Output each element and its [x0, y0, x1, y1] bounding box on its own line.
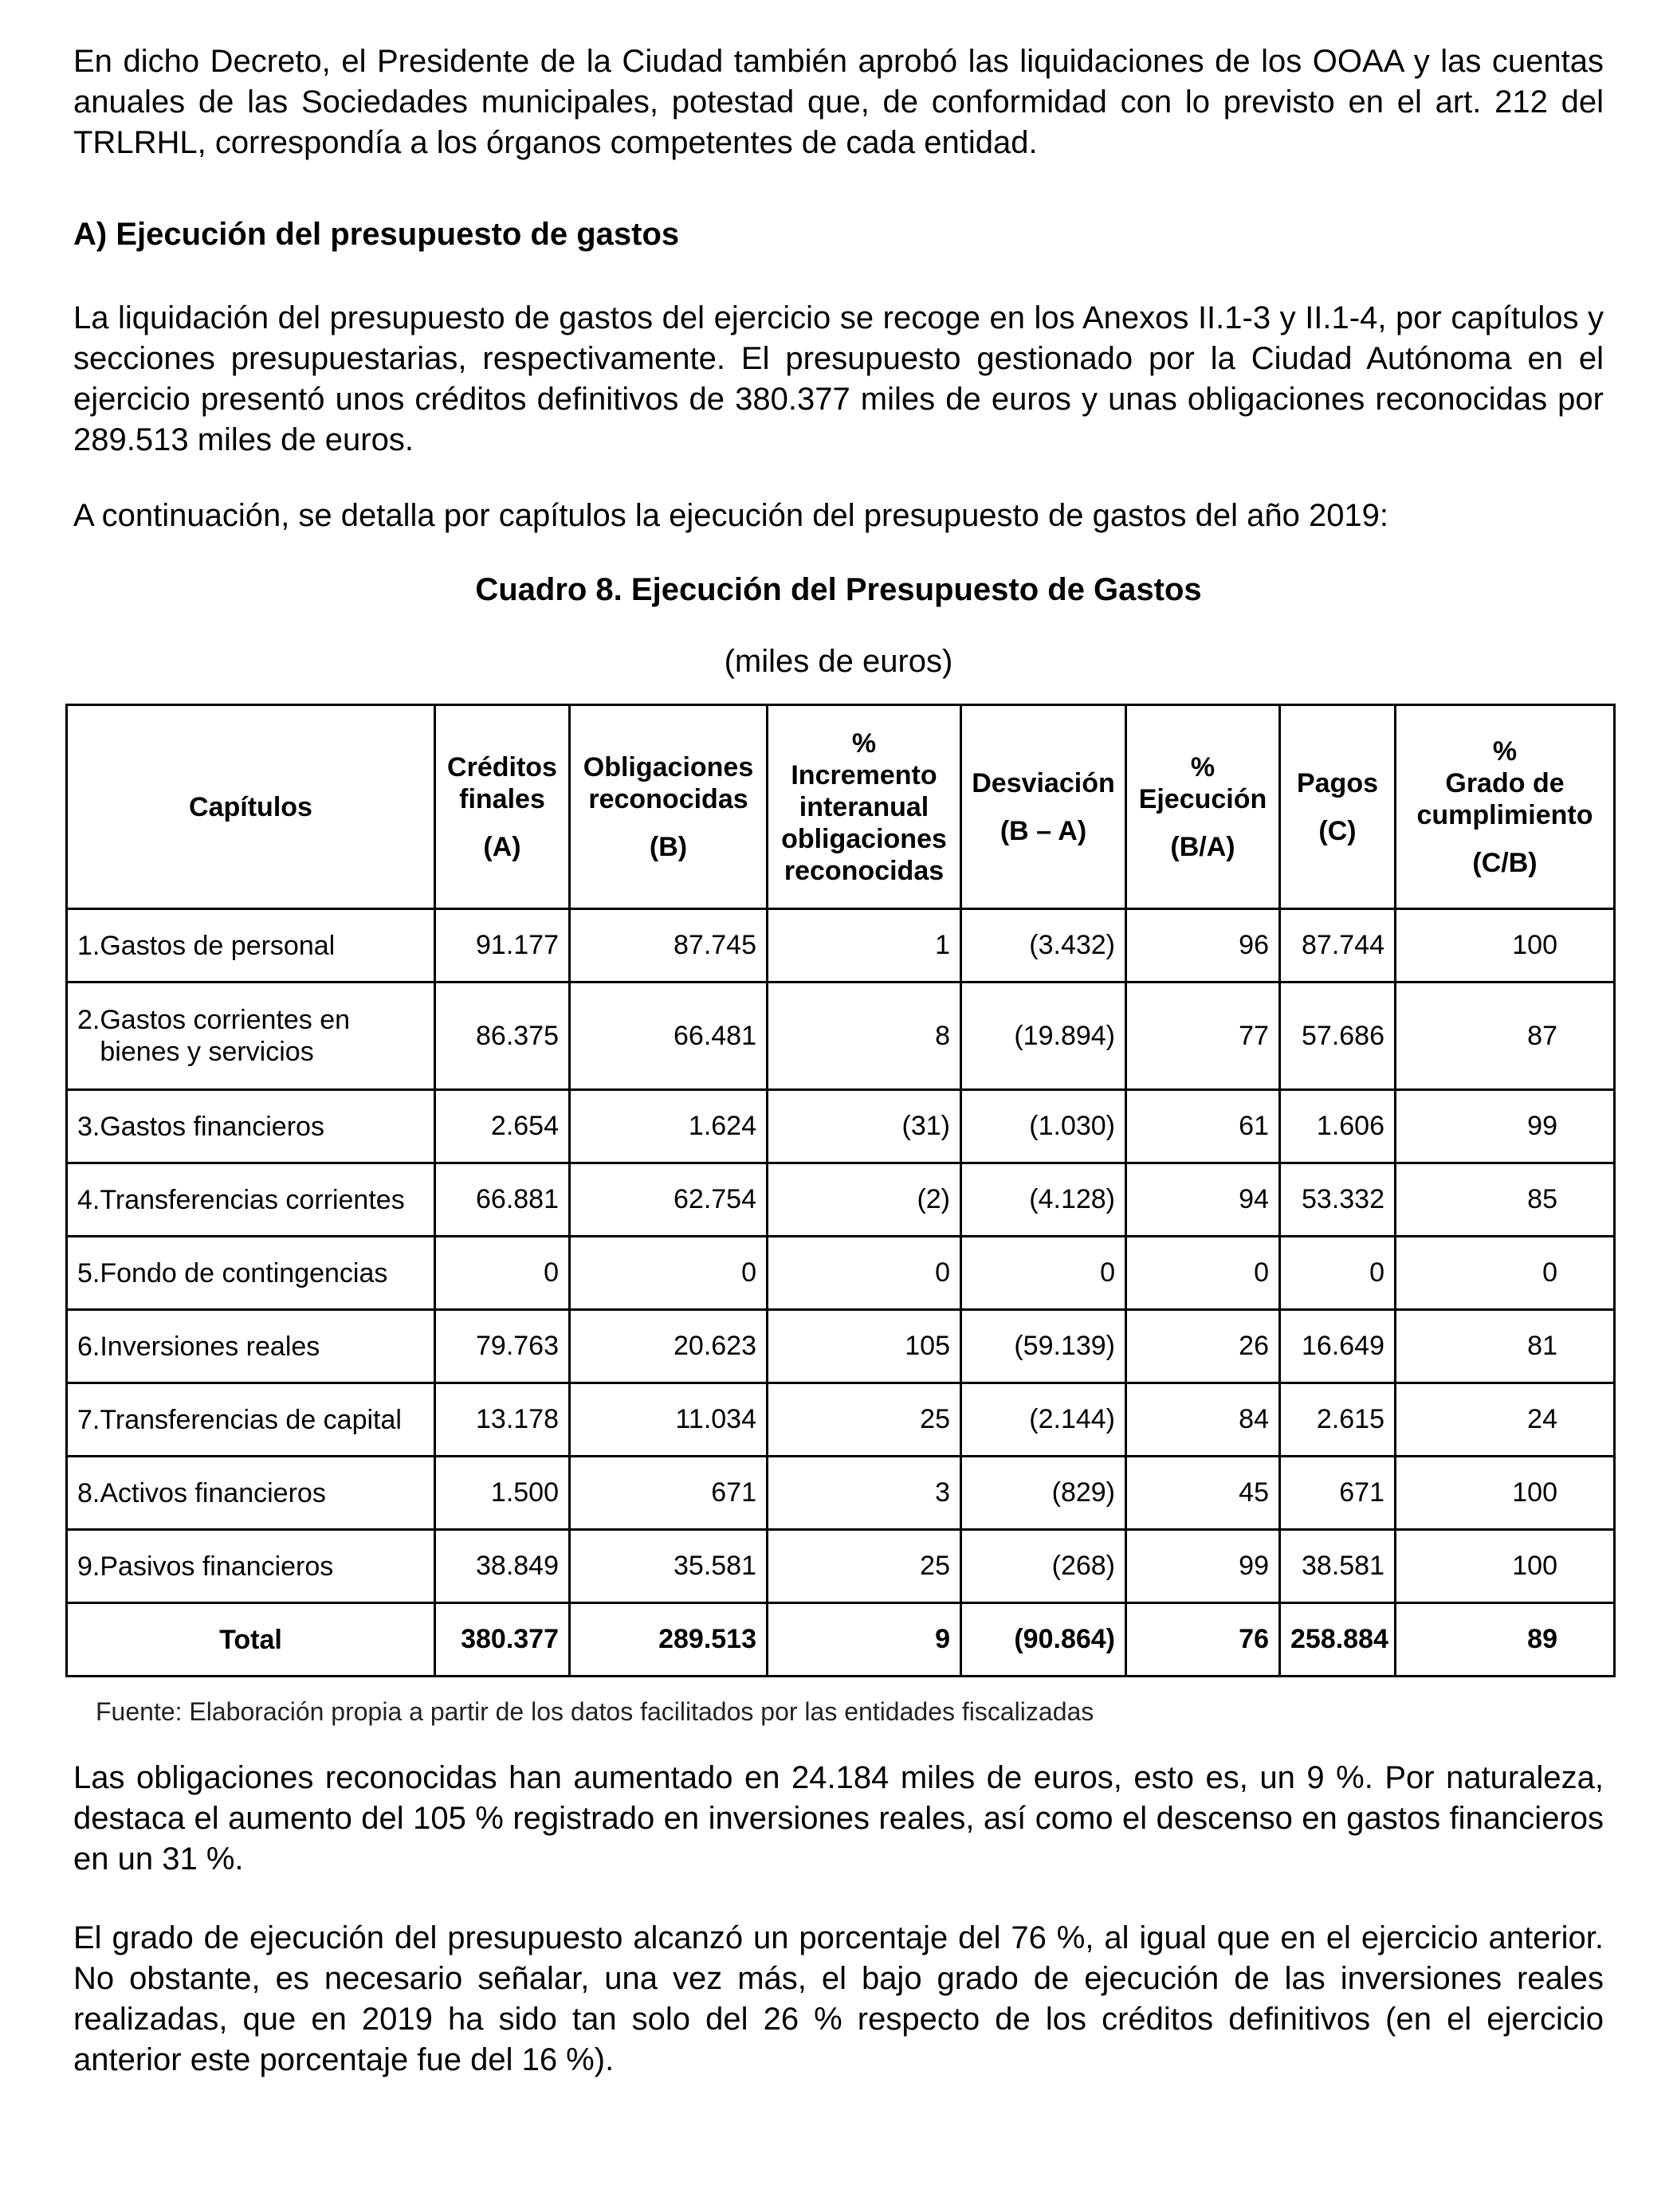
- table-intro-paragraph: A continuación, se detalla por capítulos la ejecución del presupuesto de gastos del año 2019:: [73, 498, 1389, 533]
- cell-obligaciones: 20.623: [570, 1310, 768, 1383]
- table-row: [67, 909, 1615, 982]
- cell-pagos: 2.615: [1280, 1383, 1396, 1457]
- cell-creditos: 1.500: [435, 1457, 570, 1530]
- table-row: [67, 982, 1615, 1090]
- cell-desviacion: 0: [961, 1237, 1126, 1310]
- header-creditos: Créditos finales (A): [435, 705, 570, 909]
- cell-cumplimiento: 100: [1396, 909, 1615, 982]
- cell-pagos: 671: [1280, 1457, 1396, 1530]
- total-pagos: 258.884: [1280, 1603, 1396, 1677]
- cell-desviacion: (59.139): [961, 1310, 1126, 1383]
- total-creditos: 380.377: [435, 1603, 570, 1677]
- budget-execution-table: [65, 704, 1616, 1677]
- cell-desviacion: (4.128): [961, 1163, 1126, 1237]
- cell-creditos: 79.763: [435, 1310, 570, 1383]
- cell-desviacion: (19.894): [961, 982, 1126, 1090]
- section-heading: A) Ejecución del presupuesto de gastos: [73, 217, 680, 252]
- cell-cumplimiento: 85: [1396, 1163, 1615, 1237]
- total-incremento: 9: [768, 1603, 961, 1677]
- table-header-row: [67, 705, 1615, 909]
- cell-obligaciones: 87.745: [570, 909, 768, 982]
- cell-ejecucion: 61: [1126, 1090, 1280, 1163]
- cell-incremento: 1: [768, 909, 961, 982]
- cell-pagos: 57.686: [1280, 982, 1396, 1090]
- cell-obligaciones: 62.754: [570, 1163, 768, 1237]
- table-row: [67, 1530, 1615, 1603]
- cell-incremento: 8: [768, 982, 961, 1090]
- cell-cumplimiento: 87: [1396, 982, 1615, 1090]
- table-total-row: [67, 1603, 1615, 1677]
- row-label: 2. Gastos corrientes en bienes y servicios: [67, 982, 435, 1090]
- cell-pagos: 16.649: [1280, 1310, 1396, 1383]
- cell-cumplimiento: 99: [1396, 1090, 1615, 1163]
- header-pagos: Pagos (C): [1280, 705, 1396, 909]
- cell-ejecucion: 96: [1126, 909, 1280, 982]
- cell-ejecucion: 45: [1126, 1457, 1280, 1530]
- cell-desviacion: (1.030): [961, 1090, 1126, 1163]
- cell-ejecucion: 84: [1126, 1383, 1280, 1457]
- header-capitulos: Capítulos: [67, 705, 435, 909]
- total-desviacion: (90.864): [961, 1603, 1126, 1677]
- cell-obligaciones: 0: [570, 1237, 768, 1310]
- total-obligaciones: 289.513: [570, 1603, 768, 1677]
- table-row: [67, 1383, 1615, 1457]
- total-cumplimiento: 89: [1396, 1603, 1615, 1677]
- cell-ejecucion: 26: [1126, 1310, 1280, 1383]
- table-row: [67, 1090, 1615, 1163]
- cell-incremento: 0: [768, 1237, 961, 1310]
- table-row: [67, 1163, 1615, 1237]
- cell-incremento: 25: [768, 1530, 961, 1603]
- cell-desviacion: (268): [961, 1530, 1126, 1603]
- intro-paragraph: En dicho Decreto, el Presidente de la Ciudad también aprobó las liquidaciones de los OOAA y las cuentas anuales de las Sociedades municipales, potestad que, de conformidad con lo previsto en el art. 212 del TRLRHL, correspondía a los órganos competentes de cada entidad.: [73, 44, 1604, 160]
- cell-creditos: 0: [435, 1237, 570, 1310]
- table-title: Cuadro 8. Ejecución del Presupuesto de Gastos: [475, 572, 1202, 607]
- cell-obligaciones: 671: [570, 1457, 768, 1530]
- cell-pagos: 0: [1280, 1237, 1396, 1310]
- header-ejecucion: % Ejecución (B/A): [1126, 705, 1280, 909]
- cell-obligaciones: 1.624: [570, 1090, 768, 1163]
- cell-cumplimiento: 100: [1396, 1530, 1615, 1603]
- cell-pagos: 87.744: [1280, 909, 1396, 982]
- cell-cumplimiento: 24: [1396, 1383, 1615, 1457]
- header-incremento: % Incremento interanual obligaciones reconocidas: [768, 705, 961, 909]
- cell-obligaciones: 66.481: [570, 982, 768, 1090]
- cell-ejecucion: 77: [1126, 982, 1280, 1090]
- cell-pagos: 53.332: [1280, 1163, 1396, 1237]
- cell-creditos: 86.375: [435, 982, 570, 1090]
- header-cumplimiento: % Grado de cumplimiento (C/B): [1396, 705, 1615, 909]
- row-label: 7. Transferencias de capital: [67, 1383, 435, 1457]
- cell-creditos: 38.849: [435, 1530, 570, 1603]
- cell-pagos: 1.606: [1280, 1090, 1396, 1163]
- row-label: 8. Activos financieros: [67, 1457, 435, 1530]
- cell-creditos: 91.177: [435, 909, 570, 982]
- cell-cumplimiento: 0: [1396, 1237, 1615, 1310]
- row-label: 5. Fondo de contingencias: [67, 1237, 435, 1310]
- cell-desviacion: (2.144): [961, 1383, 1126, 1457]
- row-label: 1. Gastos de personal: [67, 909, 435, 982]
- cell-incremento: (2): [768, 1163, 961, 1237]
- total-label: Total: [67, 1603, 435, 1677]
- cell-obligaciones: 35.581: [570, 1530, 768, 1603]
- header-desviacion: Desviación (B – A): [961, 705, 1126, 909]
- obligations-paragraph: Las obligaciones reconocidas han aumentado en 24.184 miles de euros, esto es, un 9 %. Por naturaleza, destaca el aumento del 105 % registrado en inversiones reales, así como el descenso en gastos financieros en un 31 %.: [73, 1760, 1604, 1877]
- cell-cumplimiento: 100: [1396, 1457, 1615, 1530]
- row-label: 3. Gastos financieros: [67, 1090, 435, 1163]
- row-label: 4. Transferencias corrientes: [67, 1163, 435, 1237]
- cell-cumplimiento: 81: [1396, 1310, 1615, 1383]
- table-row: [67, 1237, 1615, 1310]
- execution-paragraph: El grado de ejecución del presupuesto alcanzó un porcentaje del 76 %, al igual que en el ejercicio anterior. No obstante, es necesario señalar, una vez más, el bajo grado de ejecución de las inversiones reales realizadas, que en 2019 ha sido tan solo del 26 % respecto de los créditos definitivos (en el ejercicio anterior este porcentaje fue del 16 %).: [73, 1920, 1604, 2077]
- cell-incremento: (31): [768, 1090, 961, 1163]
- table-source-note: Fuente: Elaboración propia a partir de los datos facilitados por las entidades fiscalizadas: [96, 1697, 1094, 1726]
- cell-ejecucion: 94: [1126, 1163, 1280, 1237]
- cell-desviacion: (3.432): [961, 909, 1126, 982]
- table-units: (miles de euros): [724, 644, 953, 679]
- cell-ejecucion: 0: [1126, 1237, 1280, 1310]
- header-obligaciones: Obligaciones reconocidas (B): [570, 705, 768, 909]
- cell-incremento: 105: [768, 1310, 961, 1383]
- cell-desviacion: (829): [961, 1457, 1126, 1530]
- cell-pagos: 38.581: [1280, 1530, 1396, 1603]
- cell-ejecucion: 99: [1126, 1530, 1280, 1603]
- cell-creditos: 13.178: [435, 1383, 570, 1457]
- cell-obligaciones: 11.034: [570, 1383, 768, 1457]
- table-row: [67, 1457, 1615, 1530]
- row-label: 6. Inversiones reales: [67, 1310, 435, 1383]
- total-ejecucion: 76: [1126, 1603, 1280, 1677]
- cell-creditos: 66.881: [435, 1163, 570, 1237]
- row-label: 9. Pasivos financieros: [67, 1530, 435, 1603]
- cell-incremento: 3: [768, 1457, 961, 1530]
- table-row: [67, 1310, 1615, 1383]
- budget-paragraph: La liquidación del presupuesto de gastos del ejercicio se recoge en los Anexos II.1-3 y II.1-4, por capítulos y secciones presupuestarias, respectivamente. El presupuesto gestionado por la Ciudad Autónoma en el ejercicio presentó unos créditos definitivos de 380.377 miles de euros y unas obligaciones reconocidas por 289.513 miles de euros.: [73, 300, 1604, 457]
- cell-creditos: 2.654: [435, 1090, 570, 1163]
- cell-incremento: 25: [768, 1383, 961, 1457]
